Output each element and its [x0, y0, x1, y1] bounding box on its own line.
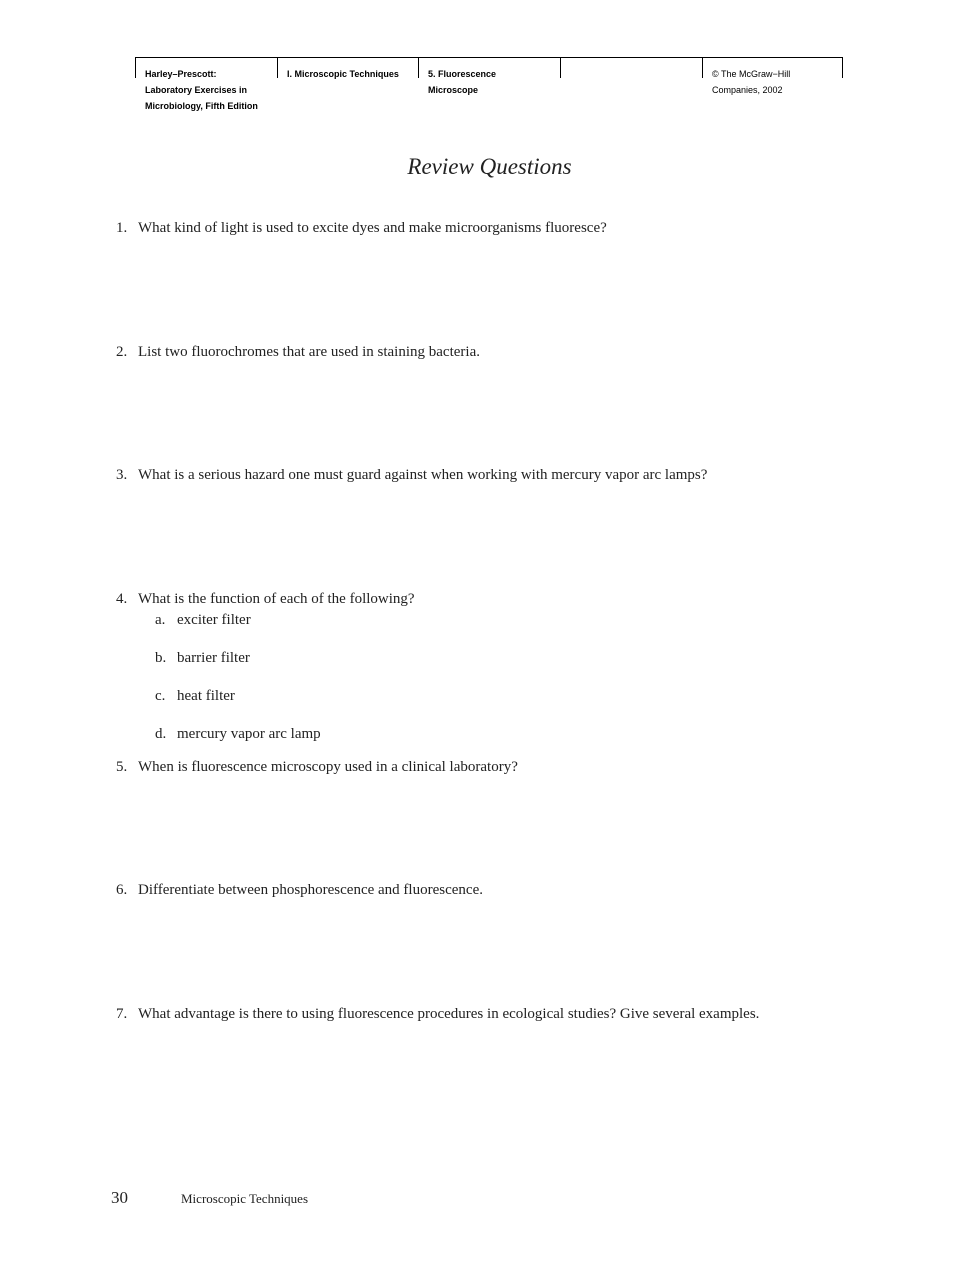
question-number: 5.: [116, 759, 128, 775]
question-4-sub-d: [155, 726, 321, 743]
header-chapter-line: Microscope: [428, 85, 479, 95]
header-book-line: Laboratory Exercises in: [145, 85, 248, 95]
question-4-sub-a: [155, 612, 251, 629]
page-title: Review Questions: [407, 154, 572, 179]
header-book-line: Harley–Prescott:: [145, 69, 217, 79]
sub-letter: d.: [155, 726, 167, 742]
question-7: [116, 1006, 759, 1023]
header-book-info: [135, 58, 277, 116]
sub-letter: c.: [155, 688, 166, 704]
header-copyright: [702, 58, 843, 116]
sub-text: mercury vapor arc lamp: [177, 726, 321, 742]
page-number: 30: [111, 1188, 128, 1207]
question-1: [116, 220, 607, 237]
question-4: [116, 591, 415, 608]
question-number: 4.: [116, 591, 128, 607]
question-text: What is the function of each of the following?: [138, 591, 415, 607]
question-3: [116, 467, 707, 484]
question-5: [116, 759, 518, 776]
header-part-line: I. Microscopic Techniques: [287, 69, 399, 79]
question-6: [116, 882, 483, 899]
header-empty-cell: [560, 58, 702, 116]
question-2: [116, 344, 480, 361]
header-copyright-line: Companies, 2002: [712, 85, 783, 95]
sub-letter: a.: [155, 612, 166, 628]
question-4-sub-b: [155, 650, 250, 667]
question-text: When is fluorescence microscopy used in a clinical laboratory?: [138, 759, 518, 775]
question-text: Differentiate between phosphorescence and fluorescence.: [138, 882, 483, 898]
question-text: List two fluorochromes that are used in staining bacteria.: [138, 344, 480, 360]
question-4-sub-c: [155, 688, 235, 705]
header-chapter-line: 5. Fluorescence: [428, 69, 497, 79]
question-number: 3.: [116, 467, 128, 483]
question-number: 2.: [116, 344, 128, 360]
question-text: What kind of light is used to excite dyes and make microorganisms fluoresce?: [138, 220, 607, 236]
question-text: What advantage is there to using fluorescence procedures in ecological studies? Give several examples.: [138, 1006, 760, 1022]
question-number: 6.: [116, 882, 128, 898]
footer-section-title: Microscopic Techniques: [181, 1191, 309, 1206]
sub-text: heat filter: [177, 688, 235, 704]
sub-text: barrier filter: [177, 650, 250, 666]
sub-text: exciter filter: [177, 612, 251, 628]
header-book-line: Microbiology, Fifth Edition: [145, 101, 258, 111]
question-number: 7.: [116, 1006, 128, 1022]
header-chapter: [418, 58, 560, 116]
question-text: What is a serious hazard one must guard against when working with mercury vapor arc lamps?: [138, 467, 708, 483]
sub-letter: b.: [155, 650, 167, 666]
header-copyright-line: © The McGraw−Hill: [712, 69, 791, 79]
header-part: [277, 58, 418, 116]
question-number: 1.: [116, 220, 128, 236]
running-header: [135, 57, 843, 116]
